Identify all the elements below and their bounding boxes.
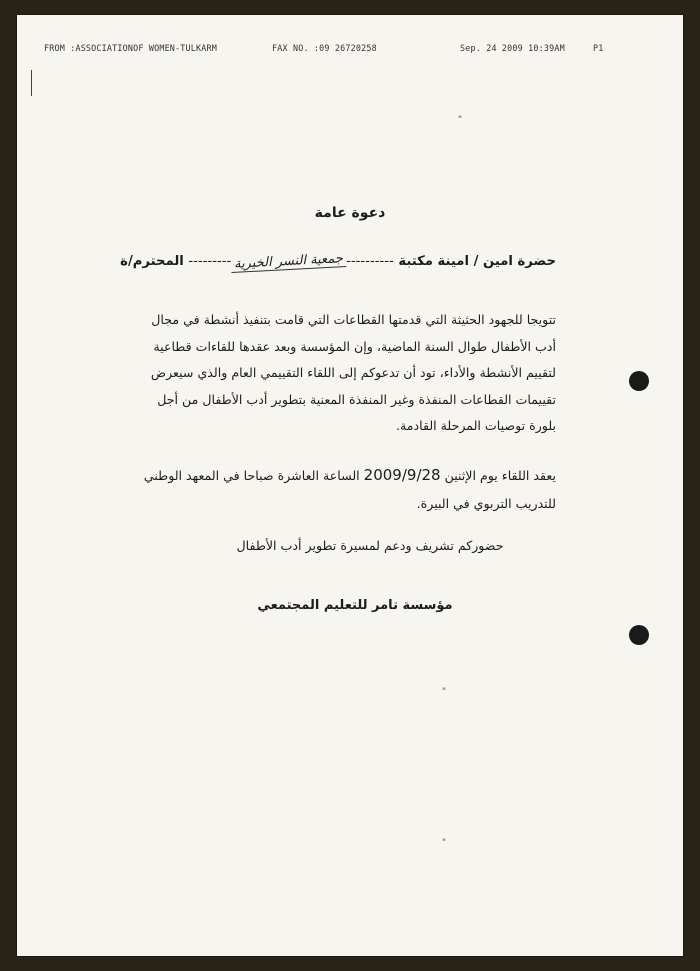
margin-mark: [31, 70, 32, 96]
punch-hole: [629, 625, 649, 645]
addressee-dashes: ---------: [188, 254, 232, 269]
body-line: تقييمات القطاعات المنفذة وغير المنفذة المعنية بتطوير أدب الأطفال من أجل: [157, 391, 556, 407]
addressee-suffix: المحترم/ة: [120, 254, 184, 269]
signature-organization: [17, 598, 683, 613]
body-paragraph: [36, 307, 556, 440]
meeting-text-end: الساعة العاشرة صباحا في المعهد الوطني: [143, 468, 360, 483]
fax-header: [44, 43, 614, 59]
punch-hole: [629, 371, 649, 391]
body-line: بلورة توصيات المرحلة القادمة.: [396, 418, 556, 433]
scan-speck: ": [442, 687, 447, 697]
body-line: أدب الأطفال طوال السنة الماضية، وإن المؤسسة وبعد عقدها للقاءات قطاعية: [153, 338, 556, 354]
meeting-line: للتدريب التربوي في البيرة.: [416, 496, 556, 511]
fax-page-number: P1: [593, 43, 604, 53]
meeting-line: [36, 461, 556, 490]
closing-line: [17, 538, 683, 553]
body-line: تتويجا للجهود الحثيثة التي قدمتها القطاعات التي قامت بتنفيذ أنشطة في مجال: [151, 312, 556, 327]
addressee-line: [120, 251, 556, 272]
addressee-handwritten-name: جمعية النسر الخيرية: [231, 251, 347, 273]
body-line: لتقييم الأنشطة والأداء، تود أن تدعوكم إلى اللقاء التقييمي العام والذي سيعرض: [150, 365, 556, 380]
addressee-dashes: ----------: [346, 254, 394, 269]
meeting-date: 2009/9/28: [363, 466, 441, 484]
fax-from: FROM :ASSOCIATIONOF WOMEN-TULKARM: [44, 43, 217, 53]
scan-speck: ": [442, 838, 447, 848]
meeting-text-start: يعقد اللقاء يوم الإثنين: [444, 468, 556, 483]
fax-date-time: Sep. 24 2009 10:39AM: [460, 43, 565, 53]
letter-title: دعوة عامة: [314, 205, 386, 221]
fax-page: [17, 15, 683, 956]
signature-org-name: مؤسسة تامر للتعليم المجتمعي: [257, 598, 453, 613]
fax-number: FAX NO. :09 26720258: [272, 43, 377, 53]
meeting-paragraph: [36, 461, 556, 518]
closing-text: حضوركم تشريف ودعم لمسيرة تطوير أدب الأطفال: [236, 538, 504, 553]
scan-speck: ": [458, 115, 463, 125]
addressee-prefix: حضرة امين / امينة مكتبة: [398, 254, 556, 269]
